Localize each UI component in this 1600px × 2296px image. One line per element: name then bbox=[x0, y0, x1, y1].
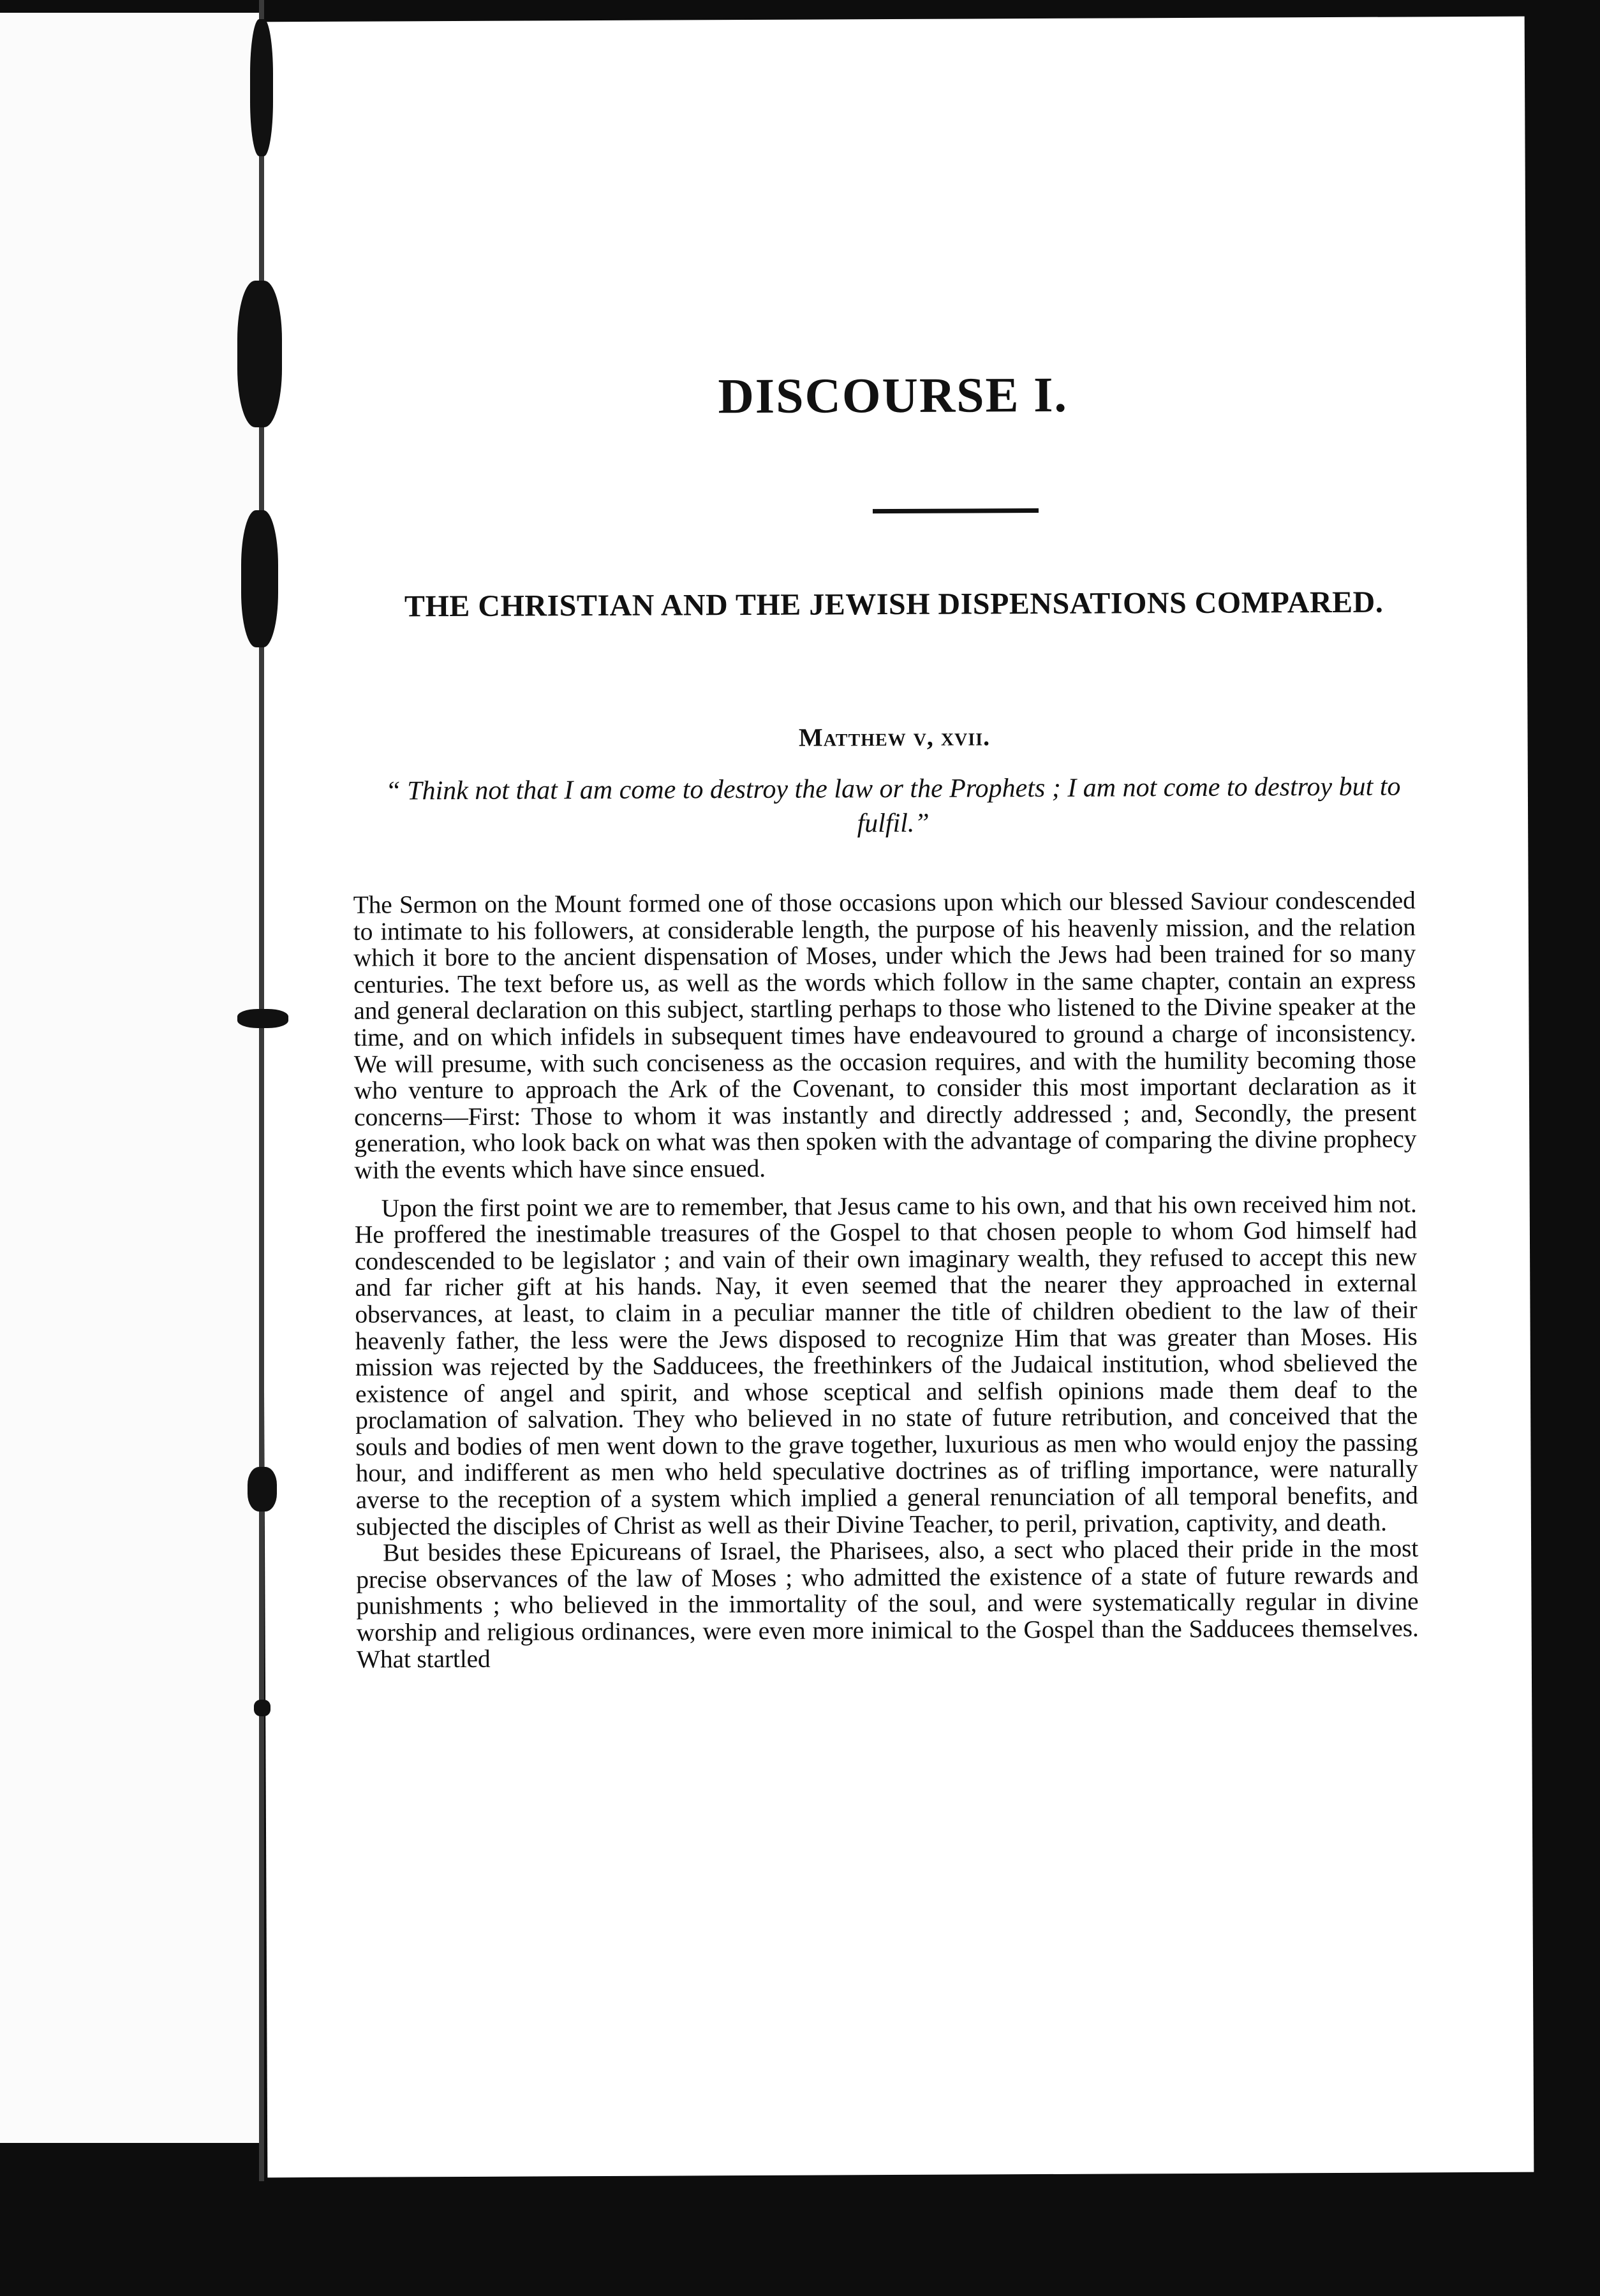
book-page bbox=[258, 17, 1534, 2178]
left-page-margin bbox=[0, 13, 262, 2143]
page-title: DISCOURSE I. bbox=[718, 366, 1069, 424]
binding-stitch bbox=[254, 1700, 270, 1716]
paragraph-3: But besides these Epicureans of Israel, the Pharisees, also, a sect who placed their pride in the most precise observances of the law of Moses ; who admitted the existence of a state of future rewards and punishments ; who believed in the immortality of the soul, and were systematically regular in divine worship and religious ordinances, were even more inimical to the Gospel than the Sadducees themselves. What startled bbox=[356, 1534, 1419, 1674]
binding-stitch bbox=[237, 1009, 288, 1028]
scripture-reference: Matthew v, xvii. bbox=[798, 722, 991, 752]
binding-stitch bbox=[250, 19, 273, 156]
binding-stitch bbox=[248, 1467, 277, 1512]
binding-stitch bbox=[241, 510, 278, 647]
epigraph-quote: “ Think not that I am come to destroy the law or the Prophets ; I am not come to destroy but to fulfil.” bbox=[385, 772, 1401, 839]
body-text bbox=[353, 887, 1419, 1672]
discourse-subtitle: THE CHRISTIAN AND THE JEWISH DISPENSATIONS COMPARED. bbox=[404, 585, 1384, 624]
binding-stitch bbox=[237, 281, 282, 427]
title-rule bbox=[873, 508, 1039, 513]
paragraph-2: Upon the first point we are to remember, that Jesus came to his own, and that his own received him not. He proffered the inestimable treasures of the Gospel to that chosen people to whom God himself had condescended to be legislator ; and vain of their own imaginary wealth, they refused to accept this new and far richer gift at his hands. Nay, it even seemed that the nearer they approached in external observances, at least, to claim in a peculiar manner the title of children obedient to the law of their heavenly father, the less were the Jews disposed to recognize Him that was greater than Moses. His mission was rejected by the Sadducees, the freethinkers of the Judaical institution, whod sbelieved the existence of angel and spirit, and whose sceptical and selfish opinions made them deaf to the proclamation of salvation. They who believed in no state of future retribution, and conceived that the souls and bodies of men went down to the grave together, luxurious as men who would enjoy the passing hour, and indifferent as men who held speculative doctrines as of trifling importance, were naturally averse to the reception of a system which implied a general renunciation of all temporal benefits, and subjected the disciples of Christ as well as their Divine Teacher, to peril, privation, captivity, and death. bbox=[354, 1189, 1418, 1541]
paragraph-1: The Sermon on the Mount formed one of those occasions upon which our blessed Saviour condescended to intimate to his followers, at considerable length, the purpose of his heavenly mission, and the relation which it bore to the ancient dispensation of Moses, under which the Jews had been trained for so many centuries. The text before us, as well as the words which follow in the same chapter, contain an express and general declaration on this subject, startling perhaps to those who listened to the Divine speaker at the time, and on which infidels in subsequent times have endeavoured to ground a charge of inconsistency. We will presume, with such conciseness as the occasion requires, and with the humility becoming those who venture to approach the Ark of the Covenant, to consider this most important declaration as it concerns—First: Those to whom it was instantly and directly addressed ; and, Secondly, the present generation, who look back on what was then spoken with the advantage of comparing the divine prophecy with the events which have since ensued. bbox=[353, 886, 1417, 1184]
